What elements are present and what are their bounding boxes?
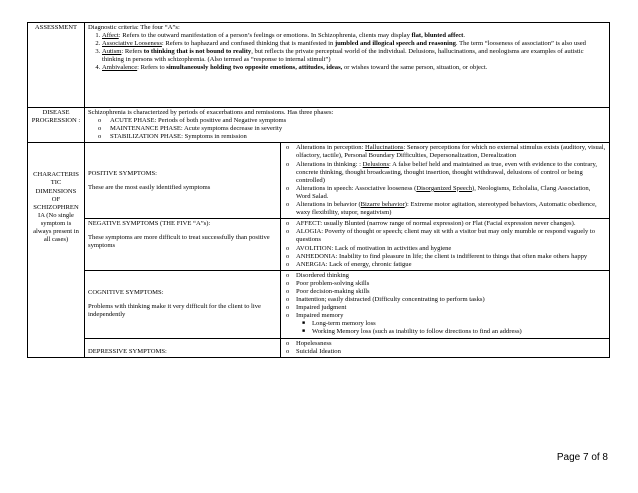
positive-desc: These are the most easily identified symptoms [88, 183, 211, 191]
cognitive-item [296, 312, 606, 336]
criterion-term: Affect [102, 32, 119, 40]
depressive-item: o Hopelessness [296, 340, 606, 348]
depressive-cell [85, 338, 281, 357]
criterion-tail: . The term “looseness of association” is also used [455, 40, 586, 48]
criterion-associative-looseness [102, 40, 606, 48]
cognitive-item: o Inattention; easily distracted (Difficulty concentrating to perform tasks) [296, 296, 606, 304]
assessment-content [85, 23, 610, 108]
positive-row [28, 143, 610, 219]
item-text: ), Neologisms, Echolalia, Clang Association, Word Salad. [296, 184, 591, 200]
depressive-list-cell [281, 338, 610, 357]
positive-item [296, 185, 606, 201]
memory-subitem: ■ Working Memory loss (such as inability to follow directions to find an address) [312, 328, 606, 336]
criterion-text: : Refers to haphazard and confused thinking that is manifested in [161, 40, 335, 48]
cognitive-item: o Impaired judgment [296, 304, 606, 312]
positive-item [296, 161, 606, 185]
item-text: Alterations in thinking: : [296, 160, 363, 168]
item-text: Alterations in behavior ( [296, 201, 361, 209]
cognitive-list [284, 272, 606, 337]
progression-row [28, 108, 610, 143]
criterion-affect [102, 32, 606, 40]
item-text: Alterations in speech: Associative looseness ( [296, 184, 417, 192]
negative-item: o ANHEDONIA: Inability to find pleasure in life; the client is indifferent to things that often make others happy [296, 253, 606, 261]
criterion-bold: jumbled and illogical speech and reasoning [334, 40, 456, 48]
positive-title: POSITIVE SYMPTOMS: [88, 169, 157, 177]
criterion-autism [102, 48, 606, 64]
negative-title: NEGATIVE SYMPTOMS (THE FIVE “A”s): [88, 220, 211, 228]
progression-intro: Schizophrenia is characterized by periods of exacerbations and remissions. Has three phases: [88, 109, 334, 116]
dimensions-label: CHARACTERIS TIC DIMENSIONS OF SCHIZOPHREN IA (No single symptom is always present in all cases) [28, 143, 85, 357]
progression-content [85, 108, 610, 143]
positive-list [284, 144, 606, 217]
depressive-list [284, 340, 606, 356]
criterion-bold: simultaneously holding two opposite emotions, attitudes, ideas, [166, 64, 343, 72]
criterion-text: : Refers to [137, 64, 167, 72]
item-text: ): Extreme motor agitation, stereotyped behaviors, Automatic obedience, waxy flexibility, stupor, negativism) [296, 201, 597, 217]
memory-subitem: ■ Long-term memory loss [312, 320, 606, 328]
phase-list [88, 117, 606, 141]
phase-item: o MAINTENANCE PHASE: Acute symptoms decrease in severity [110, 125, 606, 133]
item-text: Impaired memory [296, 312, 344, 320]
memory-sublist [296, 320, 606, 336]
phase-item: o ACUTE PHASE: Periods of both positive and Negative symptoms [110, 117, 606, 125]
depressive-item: o Suicidal Ideation [296, 348, 606, 356]
negative-item: o ANERGIA: Lack of energy, chronic fatigue [296, 261, 606, 269]
phase-item: o STABILIZATION PHASE: Symptoms in remission [110, 133, 606, 141]
cognitive-item: o Poor problem-solving skills [296, 280, 606, 288]
criterion-term: Ambivalence [102, 64, 138, 72]
item-term: Delusions [362, 160, 390, 168]
cognitive-title: COGNITIVE SYMPTOMS: [88, 289, 164, 297]
cognitive-desc: Problems with thinking make it very difficult for the client to live independently [88, 303, 261, 319]
cognitive-list-cell [281, 270, 610, 338]
criterion-bold: to thinking that is not bound to reality [143, 48, 252, 56]
negative-cell [85, 219, 281, 271]
criterion-bold: flat, blunted affect [411, 32, 464, 40]
progression-label: DISEASE PROGRESSION : [28, 108, 85, 143]
page-number: Page 7 of 8 [556, 452, 608, 463]
criterion-tail: or wishes toward the same person, situation, or object. [342, 64, 488, 72]
positive-item [296, 201, 606, 217]
negative-list [284, 220, 606, 269]
cognitive-item: o Disordered thinking [296, 272, 606, 280]
positive-list-cell [281, 143, 610, 219]
item-text: : A false belief held and maintained as true, even with evidence to the contrary, concrete thinking, thought broadcasting, thought insertion, thought withdrawal, delusions of control or being controlled) [296, 160, 597, 184]
criterion-term: Autism [102, 48, 122, 56]
cognitive-item: o Poor decision-making skills [296, 288, 606, 296]
criterion-text: : Refers to the outward manifestation of a person’s feelings or emotions. In Schizophrenia, clients may display [118, 32, 412, 40]
criterion-term: Associative Looseness [102, 40, 162, 48]
cognitive-cell [85, 270, 281, 338]
positive-item [296, 144, 606, 160]
negative-list-cell [281, 219, 610, 271]
content-table [27, 22, 610, 358]
assessment-intro: Diagnostic criteria: The four “A”s: [88, 24, 180, 31]
assessment-label: ASSESSMENT [28, 23, 85, 108]
depressive-title: DEPRESSIVE SYMPTOMS: [88, 347, 167, 355]
negative-item: o AFFECT: usually Blunted (narrow range of normal expression) or Flat (Facial expression never changes). [296, 220, 606, 228]
assessment-row [28, 23, 610, 108]
depressive-row [28, 338, 610, 357]
item-term: Hallucinations [365, 144, 404, 152]
negative-row [28, 219, 610, 271]
four-a-list [88, 32, 606, 72]
item-term: Bizarre behavior [360, 201, 405, 209]
negative-desc: These symptoms are more difficult to treat successfully than positive symptoms [88, 234, 270, 250]
criterion-tail: , but reflects the private perceptual world of the individual. Delusions, hallucinations, and neologisms are examples of autistic thinking in persons with schizophrenia. (Also termed as “response to internal stimuli”) [102, 48, 584, 64]
negative-item: o AVOLITION: Lack of motivation in activities and hygiene [296, 245, 606, 253]
criterion-tail: . [463, 32, 466, 40]
criterion-ambivalence [102, 64, 606, 72]
negative-item: o ALOGIA: Poverty of thought or speech; client may sit with a visitor but may only mumble or respond vaguely to questions [296, 228, 606, 244]
item-term: Disorganized Speech [416, 184, 473, 192]
positive-cell [85, 143, 281, 219]
criterion-text: : Refers [121, 48, 144, 56]
cognitive-row [28, 270, 610, 338]
item-text: Alterations in perception: [296, 144, 366, 152]
item-text: : Sensory perceptions for which no external stimulus exists (auditory, visual, olfactory, tactile), Personal Boundary Difficulties, Depersonalization, Derealization [296, 144, 606, 160]
